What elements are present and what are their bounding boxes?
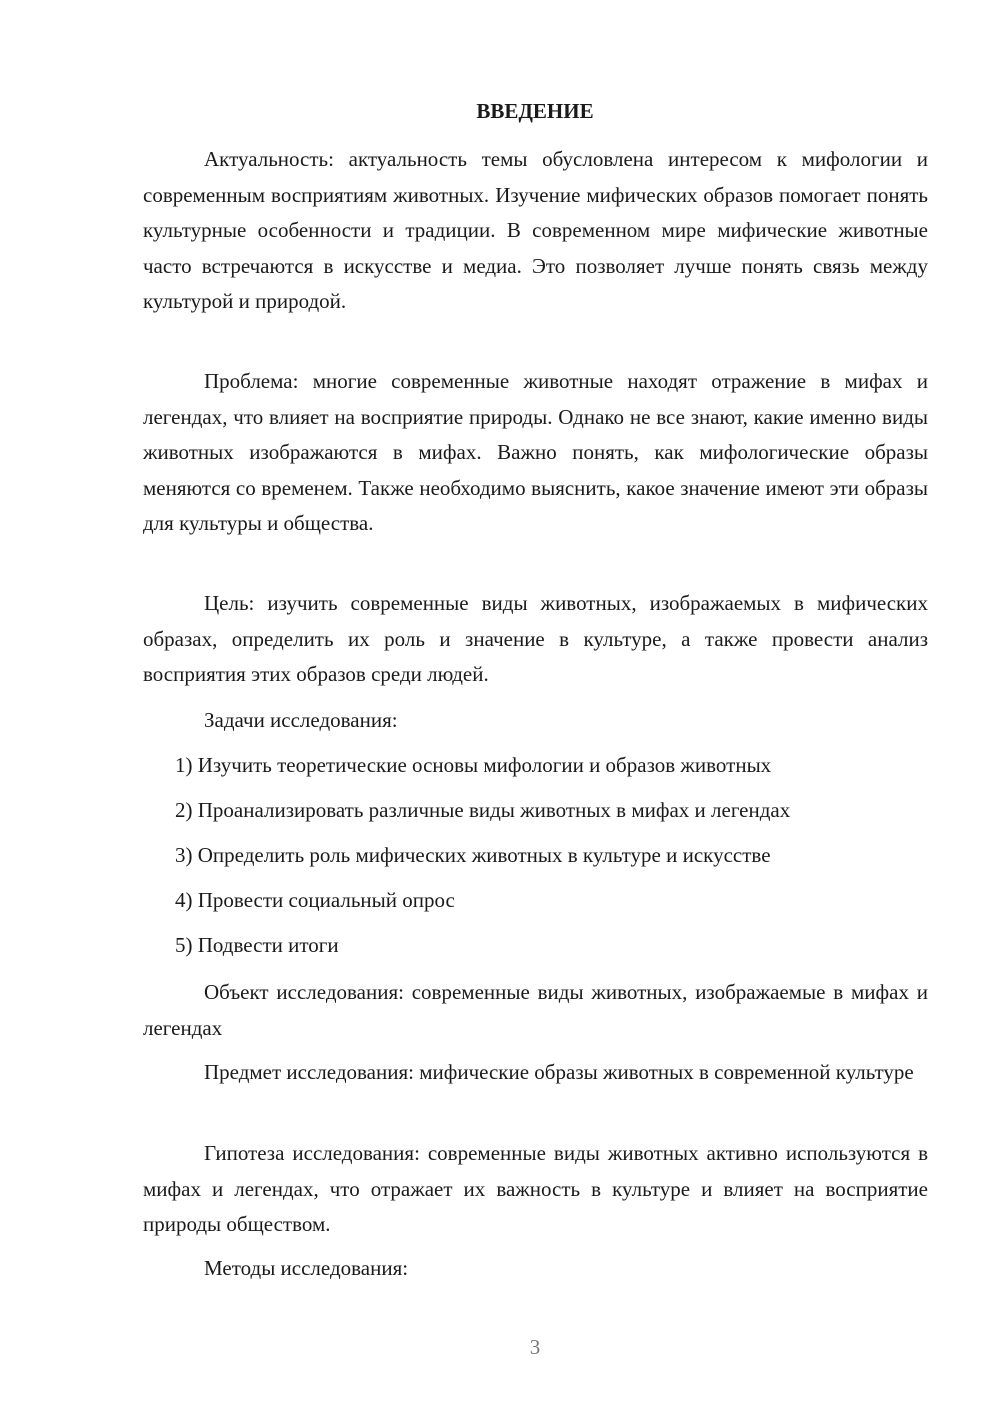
task-item: 5) Подвести итоги [175,933,339,957]
task-item: 1) Изучить теоретические основы мифологии и образов животных [175,753,772,777]
subject-paragraph: Предмет исследования: мифические образы животных в современной культуре [204,1060,914,1084]
goal-paragraph: Цель: изучить современные виды животных, изображаемых в мифических образах, определить их роль и значение в культуре, а также провести анализ восприятия этих образов среди людей. [143,591,928,686]
problem-paragraph: Проблема: многие современные животные находят отражение в мифах и легендах, что влияет на восприятие природы. Однако не все знают, какие именно виды животных изображаются в мифах. Важно понять, как мифологические образы меняются со временем. Также необходимо выяснить, какое значение имеют эти образы для культуры и общества. [143,369,928,535]
methods-heading: Методы исследования: [204,1256,409,1280]
task-item: 3) Определить роль мифических животных в культуре и искусстве [175,843,771,867]
tasks-heading: Задачи исследования: [204,708,398,732]
hypothesis-paragraph: Гипотеза исследования: современные виды животных активно используются в мифах и легендах, что отражает их важность в культуре и влияет на восприятие природы обществом. [143,1141,928,1236]
object-paragraph: Объект исследования: современные виды животных, изображаемые в мифах и легендах [143,980,928,1040]
task-item: 4) Провести социальный опрос [175,888,455,912]
relevance-paragraph: Актуальность: актуальность темы обусловлена интересом к мифологии и современным восприятиям животных. Изучение мифических образов помогает понять культурные особенности и традиции. В современном мире мифические животные часто встречаются в искусстве и медиа. Это позволяет лучше понять связь между культурой и природой. [143,147,928,313]
page-number: 3 [529,1335,541,1359]
page-title: ВВЕДЕНИЕ [476,99,594,123]
task-item: 2) Проанализировать различные виды животных в мифах и легендах [175,798,791,822]
